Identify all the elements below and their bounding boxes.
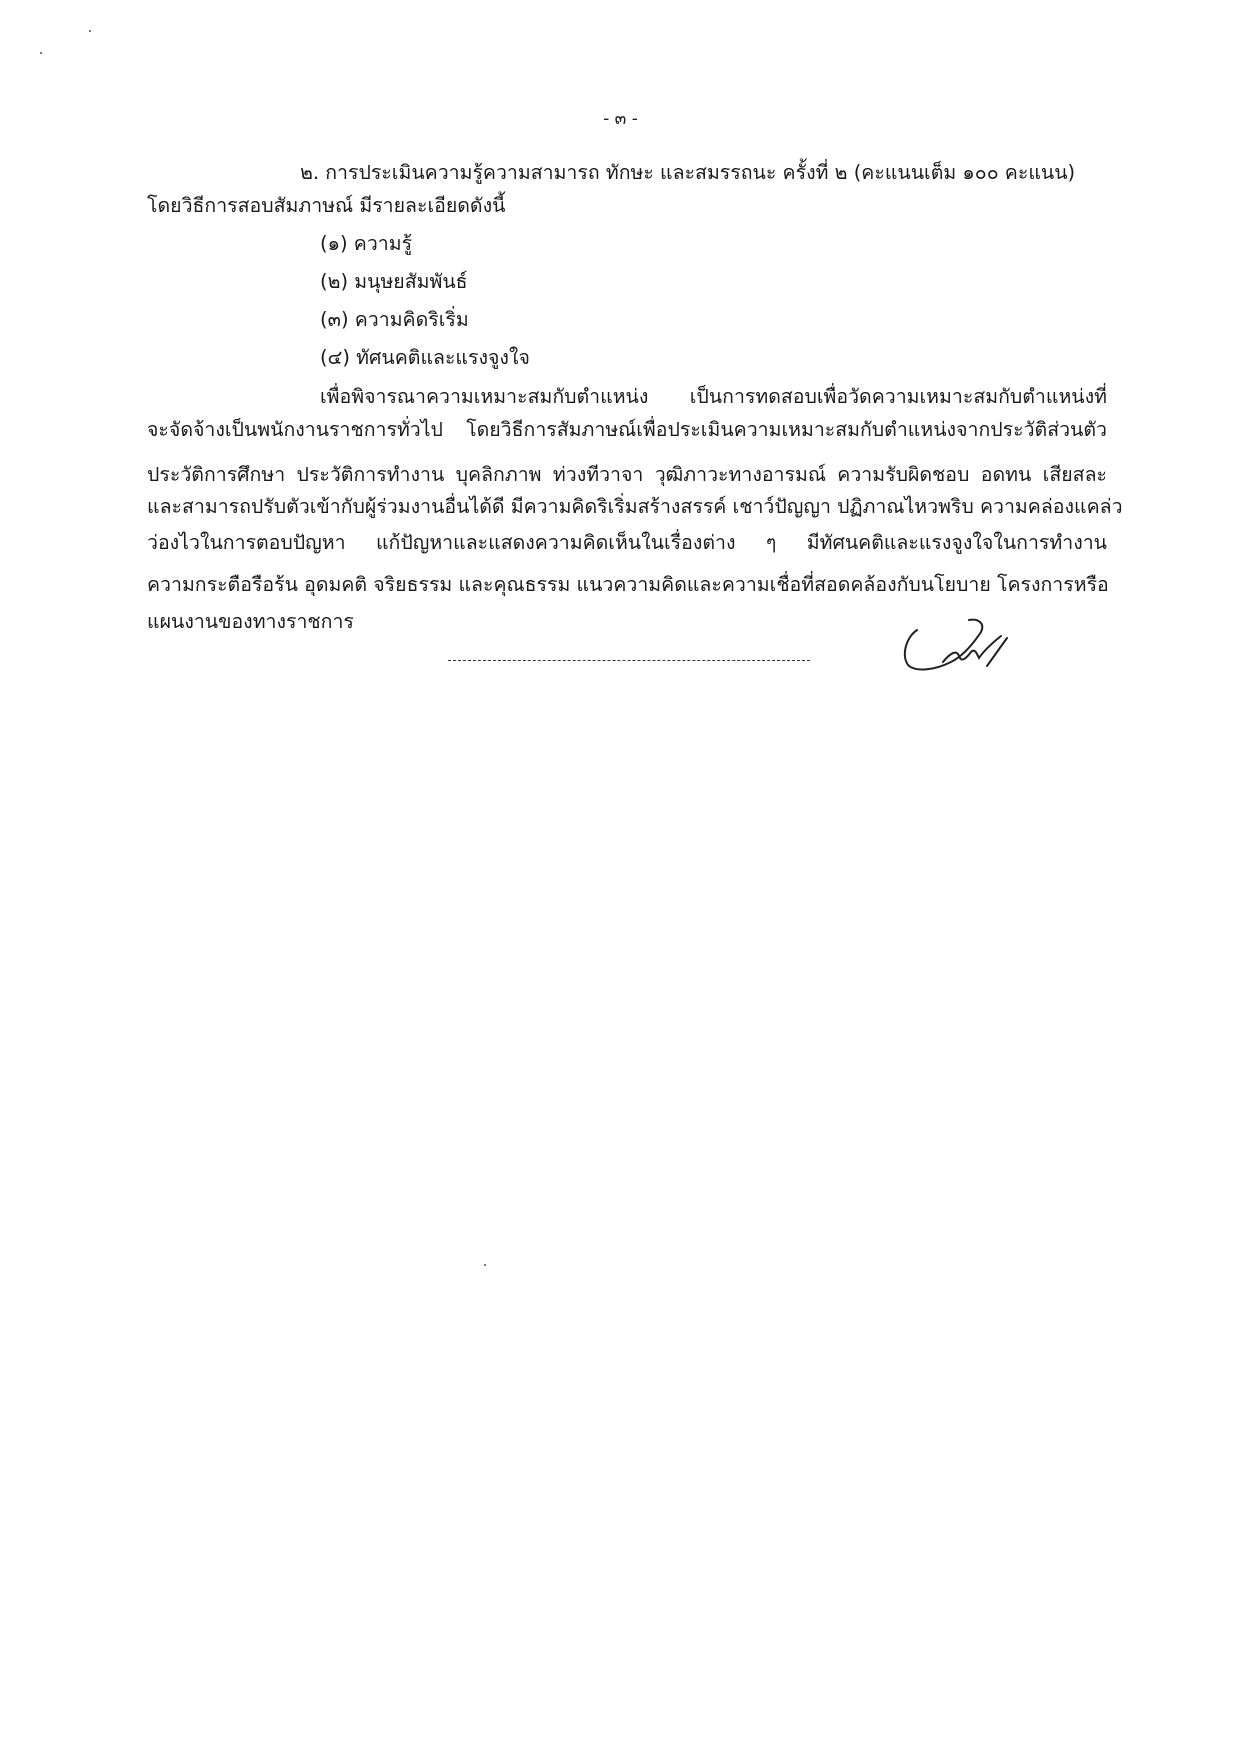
paragraph-line: เพื่อพิจารณาความเหมาะสมกับตำแหน่ง เป็นการทดสอบเพื่อวัดความเหมาะสมกับตำแหน่งที่ (320, 385, 1107, 408)
end-dashed-rule (448, 660, 810, 661)
paragraph-line: ความกระตือรือร้น อุดมคติ จริยธรรม และคุณธรรม แนวความคิดและความเชื่อที่สอดคล้องกับนโยบาย โครงการหรือ (147, 573, 1109, 596)
scan-speck (484, 1264, 486, 1266)
scan-speck (89, 30, 91, 32)
paragraph-line-last: แผนงานของทางราชการ (147, 610, 354, 633)
paragraph-line: ประวัติการศึกษา ประวัติการทำงาน บุคลิกภาพ ท่วงทีวาจา วุฒิภาวะทางอารมณ์ ความรับผิดชอบ อดทน เสียสละ (147, 463, 1107, 486)
section-method: โดยวิธีการสอบสัมภาษณ์ มีรายละเอียดดังนี้ (147, 194, 506, 217)
scan-speck (40, 52, 42, 54)
paragraph-line: ว่องไวในการตอบปัญหา แก้ปัญหาและแสดงความคิดเห็นในเรื่องต่าง ๆ มีทัศนคติและแรงจูงใจในการทำงาน (147, 531, 1107, 554)
criteria-item-attitude: (๔) ทัศนคติและแรงจูงใจ (320, 346, 530, 369)
page-number: - ๓ - (603, 109, 638, 129)
paragraph-line: จะจัดจ้างเป็นพนักงานราชการทั่วไป โดยวิธีการสัมภาษณ์เพื่อประเมินความเหมาะสมกับตำแหน่งจากประวัติส่วนตัว (147, 418, 1107, 441)
handwritten-signature-icon (895, 608, 1015, 680)
section-heading: ๒. การประเมินความรู้ความสามารถ ทักษะ และสมรรถนะ ครั้งที่ ๒ (คะแนนเต็ม ๑๐๐ คะแนน) (300, 161, 1076, 184)
criteria-item-knowledge: (๑) ความรู้ (320, 232, 413, 255)
paragraph-line: และสามารถปรับตัวเข้ากับผู้ร่วมงานอื่นได้ดี มีความคิดริเริ่มสร้างสรรค์ เชาว์ปัญญา ปฏิภาณไหวพริบ ความคล่องแคล่ว (147, 495, 1123, 518)
criteria-item-initiative: (๓) ความคิดริเริ่ม (320, 308, 469, 331)
criteria-item-human-relations: (๒) มนุษยสัมพันธ์ (320, 270, 468, 293)
